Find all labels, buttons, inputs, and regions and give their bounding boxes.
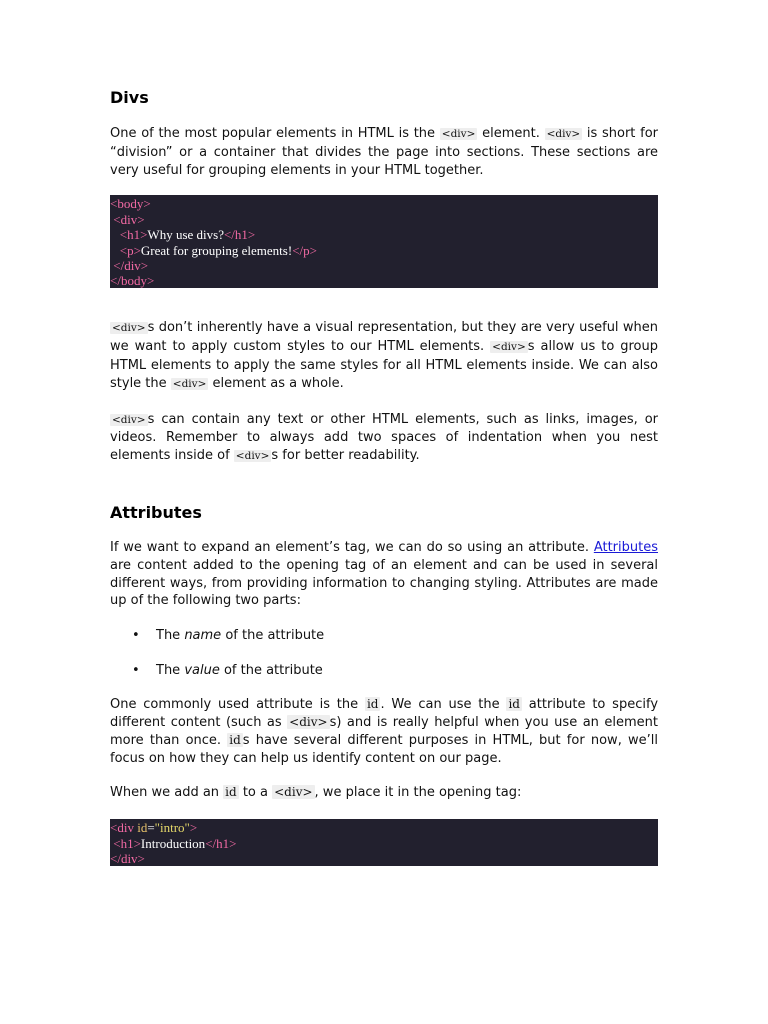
attributes-link[interactable]: Attributes	[593, 539, 658, 555]
inline-code: id	[229, 732, 241, 747]
inline-code: <div>	[289, 714, 328, 729]
divs-contain-paragraph: <div> s can contain any text or other HTML elements, such as links, images, or videos. Remember to always add two spaces of indentation when you nest elements inside of <div> s for better readability.	[110, 411, 658, 464]
attributes-heading: Attributes	[110, 502, 202, 522]
inline-code: <div>	[274, 785, 313, 800]
inline-code: id	[508, 697, 520, 712]
document-content	[110, 86, 658, 866]
attribute-parts-list	[110, 627, 658, 679]
inline-code: <div>	[546, 128, 581, 140]
inline-code: <div>	[112, 322, 146, 335]
list-item: • The name of the attribute	[110, 627, 658, 644]
inline-code: <div>	[492, 341, 526, 354]
inline-code: <div>	[235, 450, 270, 463]
divs-styles-paragraph: <div> s don’t inherently have a visual representation, but they are very useful when we want to apply custom styles to our HTML elements. <div> s allow us to group HTML elements to apply the same styles for all HTML elements inside. We can also style the <div> element as a whole.	[110, 320, 658, 391]
inline-code: id	[225, 785, 237, 800]
inline-code: <div>	[172, 377, 207, 390]
id-placement-paragraph: When we add an id to a <div> , we place it in the opening tag:	[110, 785, 522, 801]
id-attribute-paragraph: One commonly used attribute is the id . We can use the id attribute to specify different content (such as <div> s) and is really helpful when you use an element more than once. id s have several different purposes in HTML, but for now, we’ll focus on how they can help us identify content on our page.	[110, 697, 659, 766]
inline-code: <div>	[441, 128, 476, 140]
attributes-intro-paragraph: If we want to expand an element’s tag, we can do so using an attribute. Attributes are content added to the opening tag of an element and can be used in several different ways, from providing information to changing styling. Attributes are made up of the following two parts:	[110, 539, 658, 609]
divs-intro-paragraph: One of the most popular elements in HTML is the <div> element. <div> is short for “division” or a container that divides the page into sections. These sections are very useful for grouping elements in your HTML together.	[110, 126, 658, 178]
divs-code-block: <body> <div> <h1>Why use divs?</h1> <p>Great for grouping elements!</p> </div> </body>	[110, 195, 658, 288]
divs-heading: Divs	[110, 88, 149, 107]
list-item: • The value of the attribute	[110, 662, 658, 679]
inline-code: <div>	[112, 413, 146, 426]
inline-code: id	[366, 697, 379, 712]
id-code-block: <div id="intro"> <h1>Introduction</h1> </div>	[110, 819, 658, 866]
